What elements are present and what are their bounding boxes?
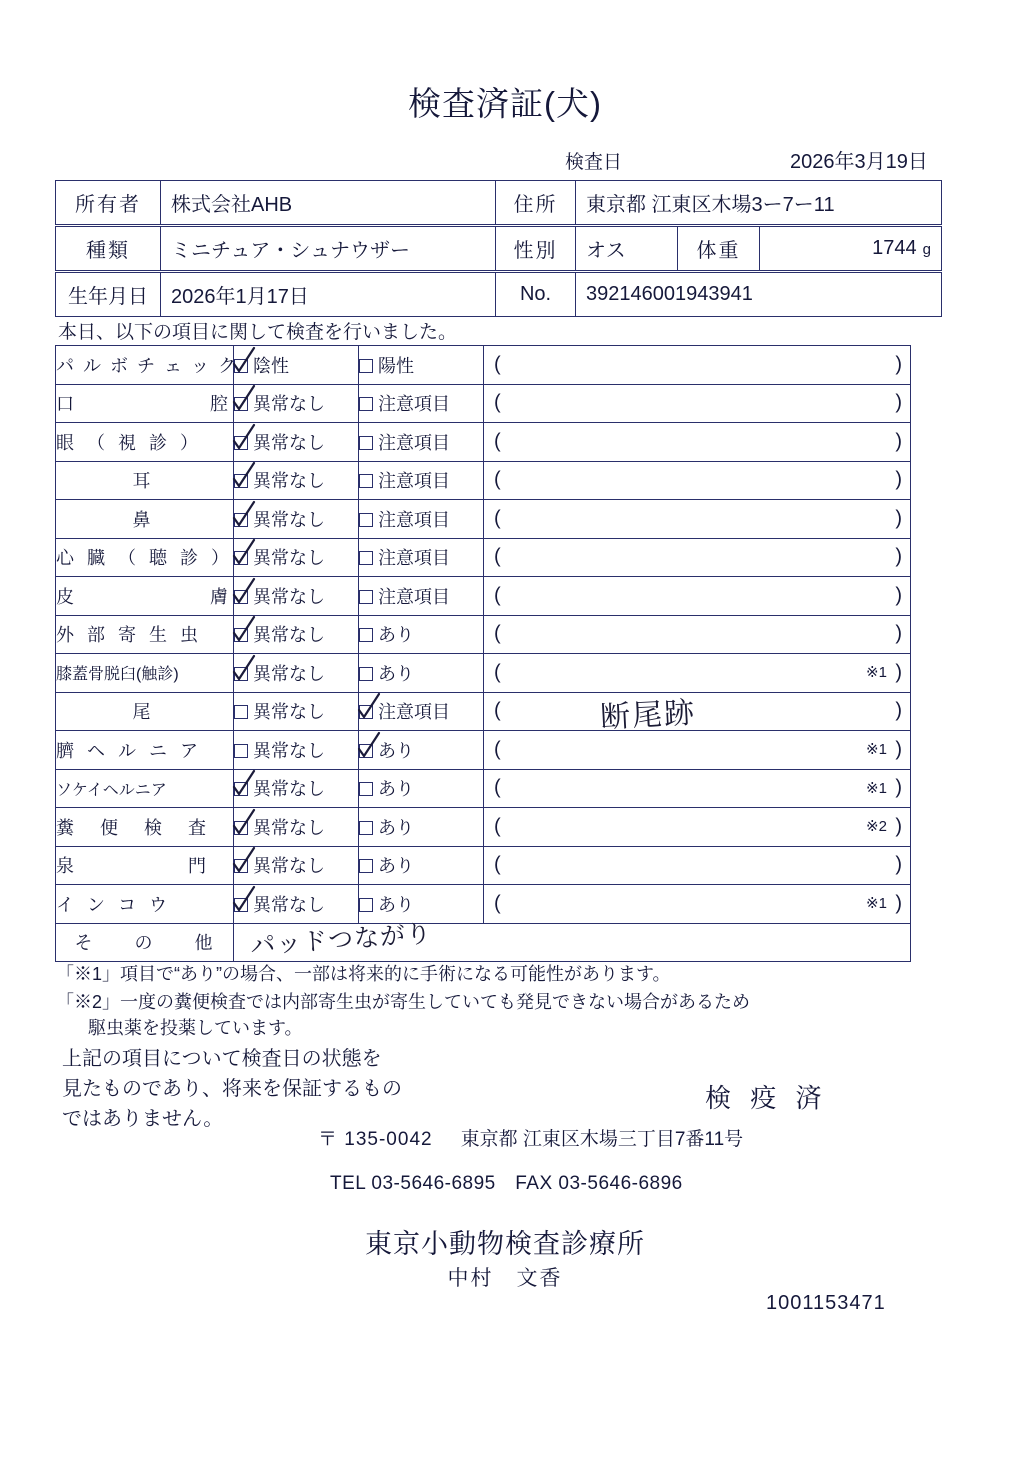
exam-item-option-2[interactable] — [359, 461, 484, 500]
exam-item-option-2[interactable] — [359, 654, 484, 693]
exam-item-option-2[interactable] — [359, 577, 484, 616]
other-label: そ の 他 — [56, 923, 234, 962]
exam-item-option-1[interactable] — [234, 654, 359, 693]
paren-open: ( — [494, 815, 501, 838]
exam-item-option-1[interactable] — [234, 461, 359, 500]
option-label: あり — [378, 625, 414, 646]
exam-item-row — [56, 846, 911, 885]
exam-item-label: 膝蓋骨脱臼(触診) — [56, 654, 234, 693]
paren-close: ) — [895, 815, 902, 838]
address-label: 住所 — [496, 181, 576, 225]
checkbox[interactable] — [234, 782, 248, 796]
exam-item-label: 臍 ヘ ル ニ ア — [56, 731, 234, 770]
option-label: 注意項目 — [378, 471, 450, 492]
paren-close: ) — [895, 391, 902, 414]
exam-item-option-1[interactable] — [234, 808, 359, 847]
checkbox[interactable] — [234, 898, 248, 912]
option-label: あり — [378, 894, 414, 915]
serial-number: 1001153471 — [766, 1292, 886, 1314]
exam-item-option-2[interactable] — [359, 846, 484, 885]
sex-value: オス — [576, 227, 678, 271]
checkbox[interactable] — [234, 474, 248, 488]
option-label: あり — [378, 663, 414, 684]
checkbox[interactable] — [234, 859, 248, 873]
exam-item-footnote-marker: ※1 — [866, 895, 887, 912]
checkbox[interactable] — [359, 590, 373, 604]
exam-item-option-1[interactable] — [234, 692, 359, 731]
exam-item-remark-field[interactable] — [484, 346, 911, 385]
birth-info-table — [55, 272, 942, 317]
exam-item-row — [56, 731, 911, 770]
paren-close: ) — [895, 507, 902, 530]
table-row — [56, 227, 942, 271]
checkbox[interactable] — [234, 705, 248, 719]
exam-item-option-1[interactable] — [234, 500, 359, 539]
exam-item-label: 鼻 — [56, 500, 234, 539]
checkbox[interactable] — [234, 821, 248, 835]
exam-item-remark-field[interactable] — [484, 500, 911, 539]
exam-item-option-1[interactable] — [234, 538, 359, 577]
exam-item-footnote-marker: ※1 — [866, 779, 887, 797]
option-label: 異常なし — [253, 702, 325, 723]
paren-close: ) — [895, 584, 902, 607]
paren-open: ( — [494, 545, 501, 568]
exam-item-footnote-marker: ※1 — [866, 664, 887, 681]
checkbox[interactable] — [234, 436, 248, 450]
checkbox[interactable] — [359, 782, 373, 796]
exam-item-label: 尾 — [56, 692, 234, 731]
option-label: 異常なし — [253, 663, 325, 684]
birth-label: 生年月日 — [56, 273, 161, 317]
owner-info-table — [55, 180, 942, 225]
checkbox[interactable] — [359, 397, 373, 411]
exam-item-remark-field[interactable] — [484, 615, 911, 654]
option-label: あり — [378, 817, 414, 838]
option-label: 異常なし — [253, 625, 325, 646]
exam-item-option-1[interactable] — [234, 885, 359, 924]
exam-item-remark-field[interactable] — [484, 846, 911, 885]
exam-item-option-2[interactable] — [359, 769, 484, 808]
exam-item-option-1[interactable] — [234, 423, 359, 462]
handwritten-tail-note: 断尾跡 — [599, 695, 698, 736]
exam-date-label: 検査日 — [565, 152, 623, 173]
exam-item-remark-field[interactable] — [484, 808, 911, 847]
exam-item-option-2[interactable] — [359, 808, 484, 847]
exam-item-label: 糞 便 検 査 — [56, 808, 234, 847]
checkbox[interactable] — [359, 744, 373, 758]
paren-close: ) — [895, 545, 902, 568]
exam-item-option-2[interactable] — [359, 615, 484, 654]
exam-item-label: パ ル ボ チ ェ ッ ク — [56, 346, 234, 385]
paren-open: ( — [494, 584, 501, 607]
paren-close: ) — [895, 892, 902, 915]
exam-item-option-1[interactable] — [234, 731, 359, 770]
clinic-zip: 〒 135-0042 — [318, 1129, 433, 1150]
paren-close: ) — [895, 738, 902, 761]
option-label: 異常なし — [253, 509, 325, 530]
option-label: 注意項目 — [378, 702, 450, 723]
exam-item-label: 心 臓 （ 聴 診 ） — [56, 538, 234, 577]
option-label: 異常なし — [253, 817, 325, 838]
paren-close: ) — [895, 468, 902, 491]
exam-item-option-1[interactable] — [234, 846, 359, 885]
weight-value-cell — [760, 227, 942, 271]
checkbox[interactable] — [359, 436, 373, 450]
weight-label: 体重 — [678, 227, 760, 271]
checkbox[interactable] — [359, 859, 373, 873]
option-label: 異常なし — [253, 740, 325, 761]
owner-value: 株式会社AHB — [161, 181, 496, 225]
exam-date-value: 2026年3月19日 — [790, 151, 928, 173]
checkbox[interactable] — [359, 667, 373, 681]
microchip-no-label: No. — [496, 273, 576, 317]
paren-open: ( — [494, 622, 501, 645]
exam-item-remark-field[interactable] — [484, 577, 911, 616]
clinic-address — [318, 1124, 743, 1151]
exam-item-remark-field[interactable] — [484, 885, 911, 924]
exam-item-option-1[interactable] — [234, 577, 359, 616]
exam-item-remark-field[interactable] — [484, 538, 911, 577]
checkbox[interactable] — [234, 397, 248, 411]
microchip-no-value: 392146001943941 — [576, 273, 942, 317]
checkbox[interactable] — [234, 744, 248, 758]
exam-item-row-other — [56, 923, 911, 962]
checkbox[interactable] — [359, 821, 373, 835]
paren-open: ( — [494, 391, 501, 414]
exam-item-row — [56, 346, 911, 385]
paren-close: ) — [895, 430, 902, 453]
exam-item-option-2[interactable] — [359, 500, 484, 539]
checkbox[interactable] — [359, 551, 373, 565]
table-row — [56, 181, 942, 225]
exam-item-label: 耳 — [56, 461, 234, 500]
exam-item-row — [56, 500, 911, 539]
exam-item-row — [56, 769, 911, 808]
paren-open: ( — [494, 776, 501, 799]
option-label: 異常なし — [253, 471, 325, 492]
quarantine-stamp: 検 疫 済 — [705, 1083, 828, 1113]
disclaimer-line: 見たものであり、将来を保証するもの — [62, 1078, 402, 1100]
option-label: 注意項目 — [378, 586, 450, 607]
clinic-name: 東京小動物検査診療所 — [365, 1229, 645, 1259]
exam-item-row — [56, 615, 911, 654]
exam-item-row — [56, 885, 911, 924]
option-label: 注意項目 — [378, 394, 450, 415]
option-label: 異常なし — [253, 548, 325, 569]
exam-item-remark-field[interactable] — [484, 423, 911, 462]
option-label: 異常なし — [253, 894, 325, 915]
exam-item-remark-field[interactable] — [484, 461, 911, 500]
option-label: 注意項目 — [378, 548, 450, 569]
breed-info-table — [55, 226, 942, 271]
paren-open: ( — [494, 738, 501, 761]
exam-item-option-1[interactable] — [234, 769, 359, 808]
paren-close: ) — [895, 853, 902, 876]
checkbox[interactable] — [359, 705, 373, 719]
option-label: 異常なし — [253, 856, 325, 877]
exam-item-row — [56, 538, 911, 577]
handwritten-other-note: パッドつながり — [249, 918, 433, 961]
option-label: 異常なし — [253, 432, 325, 453]
checkbox[interactable] — [359, 898, 373, 912]
exam-item-option-1[interactable] — [234, 384, 359, 423]
paren-open: ( — [494, 661, 501, 684]
checkbox[interactable] — [359, 474, 373, 488]
birth-value: 2026年1月17日 — [161, 273, 496, 317]
exam-item-label: 皮 膚 — [56, 577, 234, 616]
doctor-name: 中村 文香 — [447, 1267, 563, 1290]
exam-item-label: 外 部 寄 生 虫 — [56, 615, 234, 654]
exam-item-option-2[interactable] — [359, 538, 484, 577]
exam-item-label: イ ン コ ウ — [56, 885, 234, 924]
option-label: 陰性 — [253, 355, 289, 376]
sex-label: 性別 — [496, 227, 576, 271]
paren-open: ( — [494, 853, 501, 876]
checkbox[interactable] — [234, 667, 248, 681]
option-label: あり — [378, 779, 414, 800]
exam-item-row — [56, 808, 911, 847]
breed-value: ミニチュア・シュナウザー — [161, 227, 496, 271]
weight-value: 1744 — [872, 237, 917, 259]
exam-item-remark-field[interactable] — [484, 384, 911, 423]
footnote-2: 「※2」一度の糞便検査では内部寄生虫が寄生していても発見できない場合があるため — [56, 992, 751, 1012]
option-label: 異常なし — [253, 394, 325, 415]
paren-open: ( — [494, 468, 501, 491]
exam-items-table — [55, 345, 911, 962]
exam-item-label: ソケイヘルニア — [56, 769, 234, 808]
exam-item-option-2[interactable] — [359, 731, 484, 770]
intro-text: 本日、以下の項目に関して検査を行いました。 — [58, 322, 458, 343]
breed-label: 種類 — [56, 227, 161, 271]
checkbox[interactable] — [359, 359, 373, 373]
disclaimer-line: ではありません。 — [62, 1108, 224, 1130]
footnote-2b: 駆虫薬を投薬しています。 — [88, 1018, 303, 1038]
exam-item-row — [56, 461, 911, 500]
clinic-contact: TEL 03-5646-6895 FAX 03-5646-6896 — [330, 1173, 683, 1194]
owner-label: 所有者 — [56, 181, 161, 225]
checkbox[interactable] — [234, 590, 248, 604]
exam-item-option-2[interactable] — [359, 346, 484, 385]
paren-close: ) — [895, 353, 902, 376]
disclaimer-line: 上記の項目について検査日の状態を — [62, 1048, 382, 1070]
page-title: 検査済証(犬) — [408, 85, 602, 122]
exam-item-remark-field[interactable] — [484, 769, 911, 808]
address-value: 東京都 江東区木場3ー7ー11 — [576, 181, 942, 225]
exam-item-label: 眼 （ 視 診 ） — [56, 423, 234, 462]
option-label: 注意項目 — [378, 432, 450, 453]
table-row — [56, 273, 942, 317]
option-label: 異常なし — [253, 779, 325, 800]
exam-item-option-2[interactable] — [359, 384, 484, 423]
checkbox[interactable] — [359, 513, 373, 527]
paren-close: ) — [895, 661, 902, 684]
paren-close: ) — [895, 622, 902, 645]
exam-item-remark-field[interactable] — [484, 692, 911, 731]
exam-item-option-2[interactable] — [359, 423, 484, 462]
checkbox[interactable] — [234, 359, 248, 373]
exam-item-row — [56, 654, 911, 693]
option-label: あり — [378, 856, 414, 877]
option-label: 陽性 — [378, 355, 414, 376]
paren-open: ( — [494, 892, 501, 915]
paren-open: ( — [494, 699, 501, 722]
checkbox[interactable] — [234, 628, 248, 642]
exam-item-row — [56, 384, 911, 423]
paren-open: ( — [494, 430, 501, 453]
disclaimer-text — [62, 1044, 402, 1134]
exam-item-footnote-marker: ※2 — [866, 818, 887, 835]
option-label: あり — [378, 740, 414, 761]
exam-item-label: 口 腔 — [56, 384, 234, 423]
exam-item-remark-field[interactable] — [484, 654, 911, 693]
exam-item-row — [56, 423, 911, 462]
option-label: 異常なし — [253, 586, 325, 607]
footnote-1: 「※1」項目で“あり”の場合、一部は将来的に手術になる可能性があります。 — [56, 964, 671, 984]
paren-open: ( — [494, 353, 501, 376]
exam-item-remark-field[interactable] — [484, 731, 911, 770]
exam-item-row — [56, 577, 911, 616]
paren-close: ) — [895, 699, 902, 722]
exam-item-row — [56, 692, 911, 731]
paren-open: ( — [494, 507, 501, 530]
exam-item-footnote-marker: ※1 — [866, 741, 887, 758]
exam-item-option-1[interactable] — [234, 615, 359, 654]
exam-item-option-1[interactable] — [234, 346, 359, 385]
clinic-address-text: 東京都 江東区木場三丁目7番11号 — [460, 1129, 744, 1150]
exam-item-label: 泉 門 — [56, 846, 234, 885]
weight-unit: g — [922, 241, 931, 258]
option-label: 注意項目 — [378, 509, 450, 530]
exam-item-option-2[interactable] — [359, 692, 484, 731]
checkbox[interactable] — [234, 551, 248, 565]
paren-close: ) — [895, 776, 902, 799]
checkbox[interactable] — [359, 628, 373, 642]
checkbox[interactable] — [234, 513, 248, 527]
